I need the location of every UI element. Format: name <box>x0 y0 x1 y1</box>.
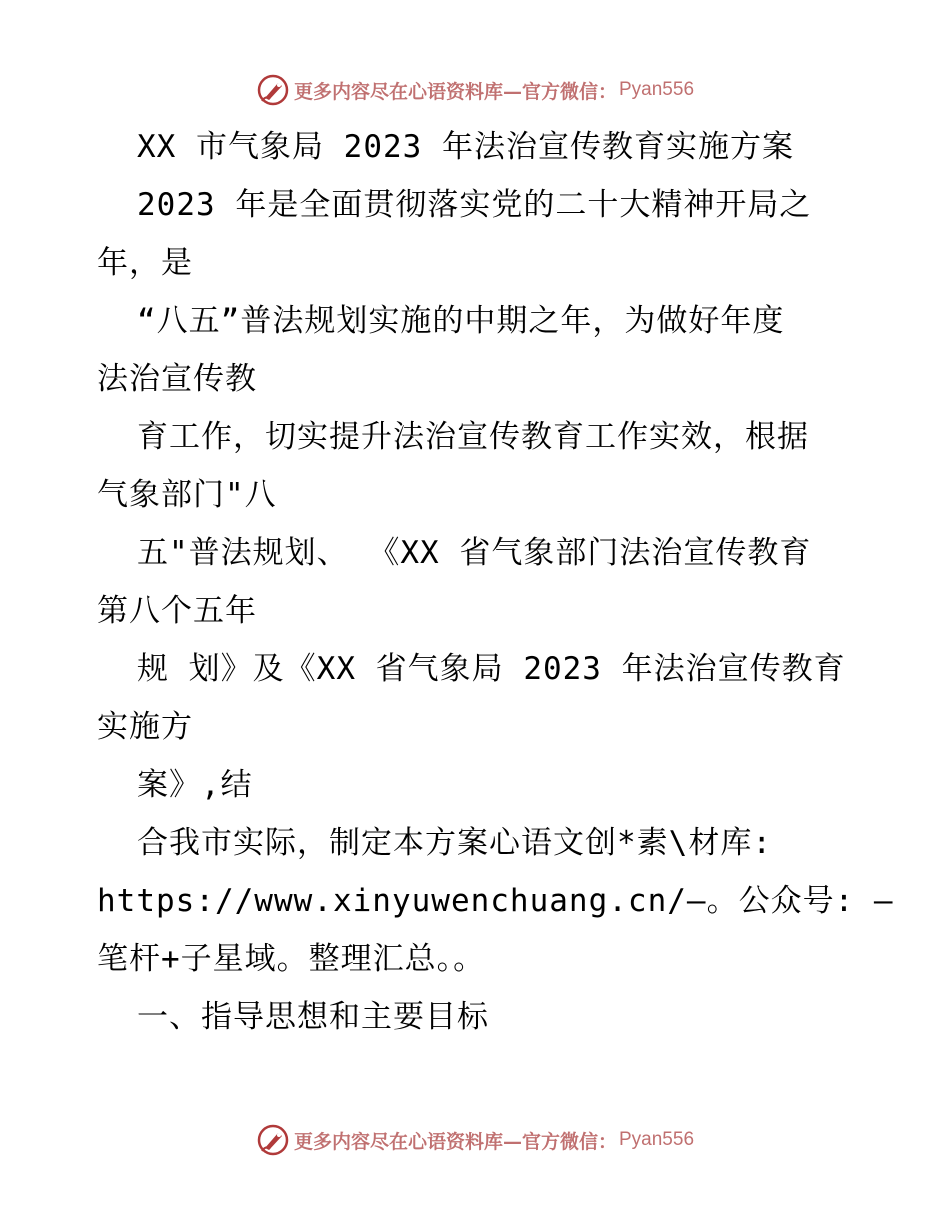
text-line: 笔杆+子星域。整理汇总。。 <box>97 941 486 977</box>
text-line: 第八个五年 <box>97 593 257 629</box>
text-line: 规 划》及《XX 省气象局 2023 年法治宣传教育 <box>137 651 846 687</box>
text-line: 2023 年是全面贯彻落实党的二十大精神开局之 <box>137 187 812 223</box>
text-line: 合我市实际，制定本方案心语文创*素\材库: <box>137 825 772 861</box>
text-line: 五"普法规划、 《XX 省气象部门法治宣传教育 <box>137 535 812 571</box>
text-line: 气象部门"八 <box>97 477 277 513</box>
text-line: 育工作，切实提升法治宣传教育工作实效，根据 <box>137 419 809 455</box>
text-line: 实施方 <box>97 709 193 745</box>
footer-slogan: 更多内容尽在心语资料库—官方微信： <box>293 1130 617 1153</box>
section-heading: 一、指导思想和主要目标 <box>137 999 489 1035</box>
footer-banner <box>0 1120 950 1160</box>
fountain-pen-logo-icon <box>256 1123 290 1157</box>
header-slogan: 更多内容尽在心语资料库—官方微信： <box>293 80 617 103</box>
text-line: “八五”普法规划实施的中期之年，为做好年度 <box>137 303 785 339</box>
header-banner <box>0 70 950 110</box>
fountain-pen-logo-icon <box>256 73 290 107</box>
text-line-url: https://www.xinyuwenchuang.cn/—。公众号: — <box>97 883 894 919</box>
text-line: 案》,结 <box>137 767 253 803</box>
footer-wechat-id: Pyan556 <box>619 1129 695 1150</box>
header-wechat-id: Pyan556 <box>619 79 695 100</box>
text-line: 年，是 <box>97 245 193 281</box>
document-body <box>97 118 894 1046</box>
document-title: XX 市气象局 2023 年法治宣传教育实施方案 <box>137 129 794 165</box>
text-line: 法治宣传教 <box>97 361 257 397</box>
